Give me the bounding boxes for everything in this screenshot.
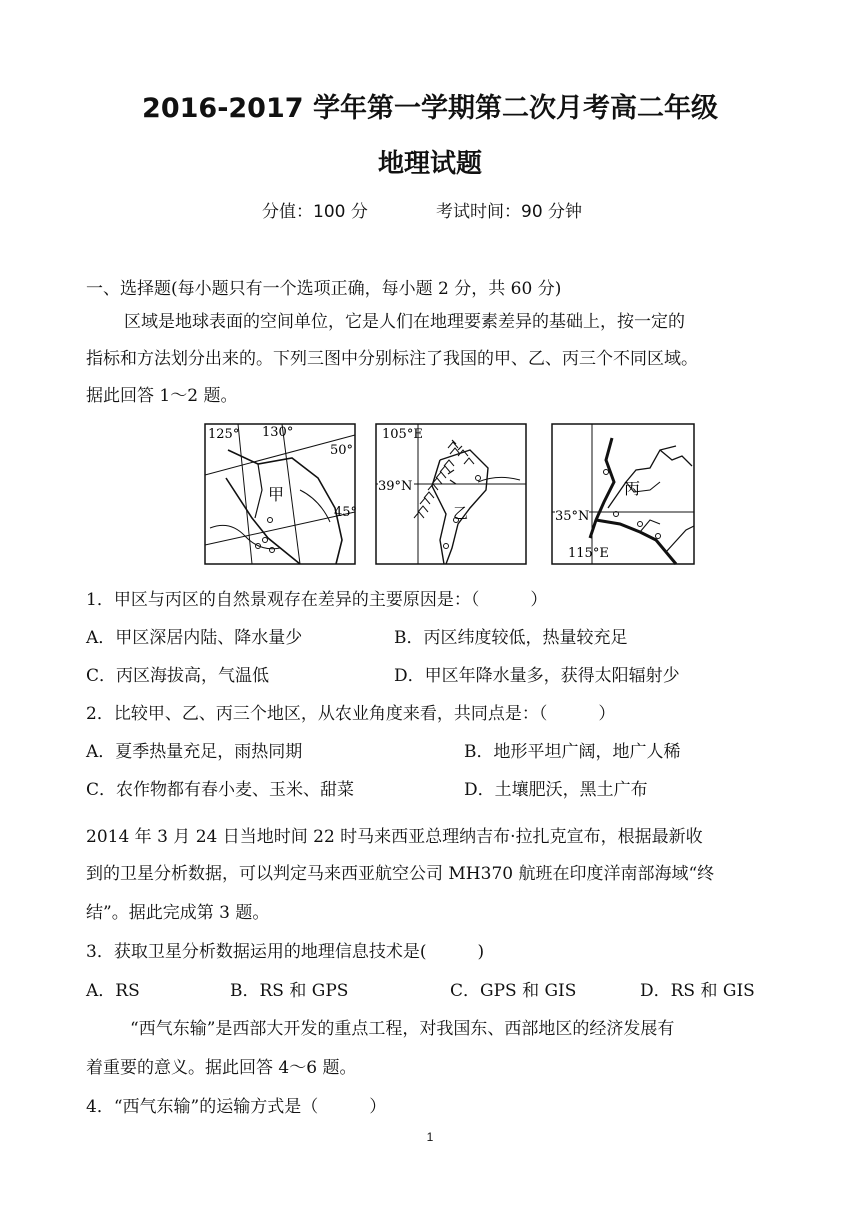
- q3-option-a: A．RS: [86, 981, 140, 1001]
- q2-option-d: D．土壤肥沃，黑土广布: [464, 780, 648, 800]
- map1-lat1-label: 50°: [330, 443, 354, 458]
- map3-region-label: 丙: [624, 479, 641, 498]
- q1-option-c: C．丙区海拔高，气温低: [86, 666, 270, 686]
- region-maps: [0, 420, 860, 570]
- passage3-line-1: “西气东输”是西部大开发的重点工程，对我国东、西部地区的经济发展有: [130, 1019, 675, 1039]
- intro-line-2: 指标和方法划分出来的。下列三图中分别标注了我国的甲、乙、丙三个不同区域。: [86, 349, 698, 369]
- map2-lon-label: 105°E: [382, 427, 423, 442]
- score-info: 分值：100 分: [262, 202, 368, 222]
- time-info: 考试时间：90 分钟: [436, 202, 583, 222]
- q1-option-d: D．甲区年降水量多，获得太阳辐射少: [394, 666, 680, 686]
- passage2-line-1: 2014 年 3 月 24 日当地时间 22 时马来西亚总理纳吉布·拉扎克宣布，根据最新收: [86, 827, 703, 847]
- passage2-line-3: 结”。据此完成第 3 题。: [86, 903, 270, 923]
- passage3-line-2: 着重要的意义。据此回答 4～6 题。: [86, 1058, 357, 1078]
- page-number: 1: [426, 1130, 434, 1144]
- q1-option-a: A．甲区深居内陆、降水量少: [86, 628, 303, 648]
- q1-stem: 1．甲区与丙区的自然景观存在差异的主要原因是：（ ）: [86, 590, 548, 610]
- q4-stem: 4．“西气东输”的运输方式是（ ）: [86, 1097, 387, 1117]
- q2-stem: 2．比较甲、乙、丙三个地区，从农业角度来看，共同点是：（ ）: [86, 704, 616, 724]
- q3-option-b: B．RS 和 GPS: [230, 981, 349, 1001]
- intro-line-3: 据此回答 1～2 题。: [86, 386, 238, 406]
- exam-subject: 地理试题: [377, 149, 482, 179]
- section-heading: 一、选择题(每小题只有一个选项正确，每小题 2 分，共 60 分): [86, 279, 562, 299]
- map1-lat2-label: 45°: [334, 505, 358, 520]
- q3-option-d: D．RS 和 GIS: [640, 981, 755, 1001]
- map-yi: [376, 424, 526, 564]
- map2-region-label: 乙: [453, 504, 469, 522]
- exam-title: 2016-2017 学年第一学期第二次月考高二年级: [142, 93, 718, 124]
- q1-option-b: B．丙区纬度较低，热量较充足: [394, 628, 628, 648]
- map1-region-label: 甲: [268, 485, 285, 504]
- q2-option-c: C．农作物都有春小麦、玉米、甜菜: [86, 780, 355, 800]
- q2-option-b: B．地形平坦广阔，地广人稀: [464, 742, 681, 762]
- map2-lat-label: 39°N: [378, 479, 413, 494]
- region-maps-figure: [0, 420, 860, 570]
- map3-lat-label: 35°N: [555, 509, 590, 524]
- map-jia: [205, 424, 357, 564]
- map1-lon2-label: 130°: [262, 425, 294, 440]
- q2-option-a: A．夏季热量充足，雨热同期: [86, 742, 303, 762]
- q3-stem: 3．获取卫星分析数据运用的地理信息技术是( ): [86, 942, 485, 962]
- map-bing: [552, 424, 694, 564]
- q3-option-c: C．GPS 和 GIS: [450, 981, 577, 1001]
- map1-lon1-label: 125°: [208, 427, 240, 442]
- intro-line-1: 区域是地球表面的空间单位，它是人们在地理要素差异的基础上，按一定的: [124, 312, 685, 332]
- map3-lon-label: 115°E: [568, 546, 609, 561]
- passage2-line-2: 到的卫星分析数据，可以判定马来西亚航空公司 MH370 航班在印度洋南部海域“终: [86, 864, 715, 884]
